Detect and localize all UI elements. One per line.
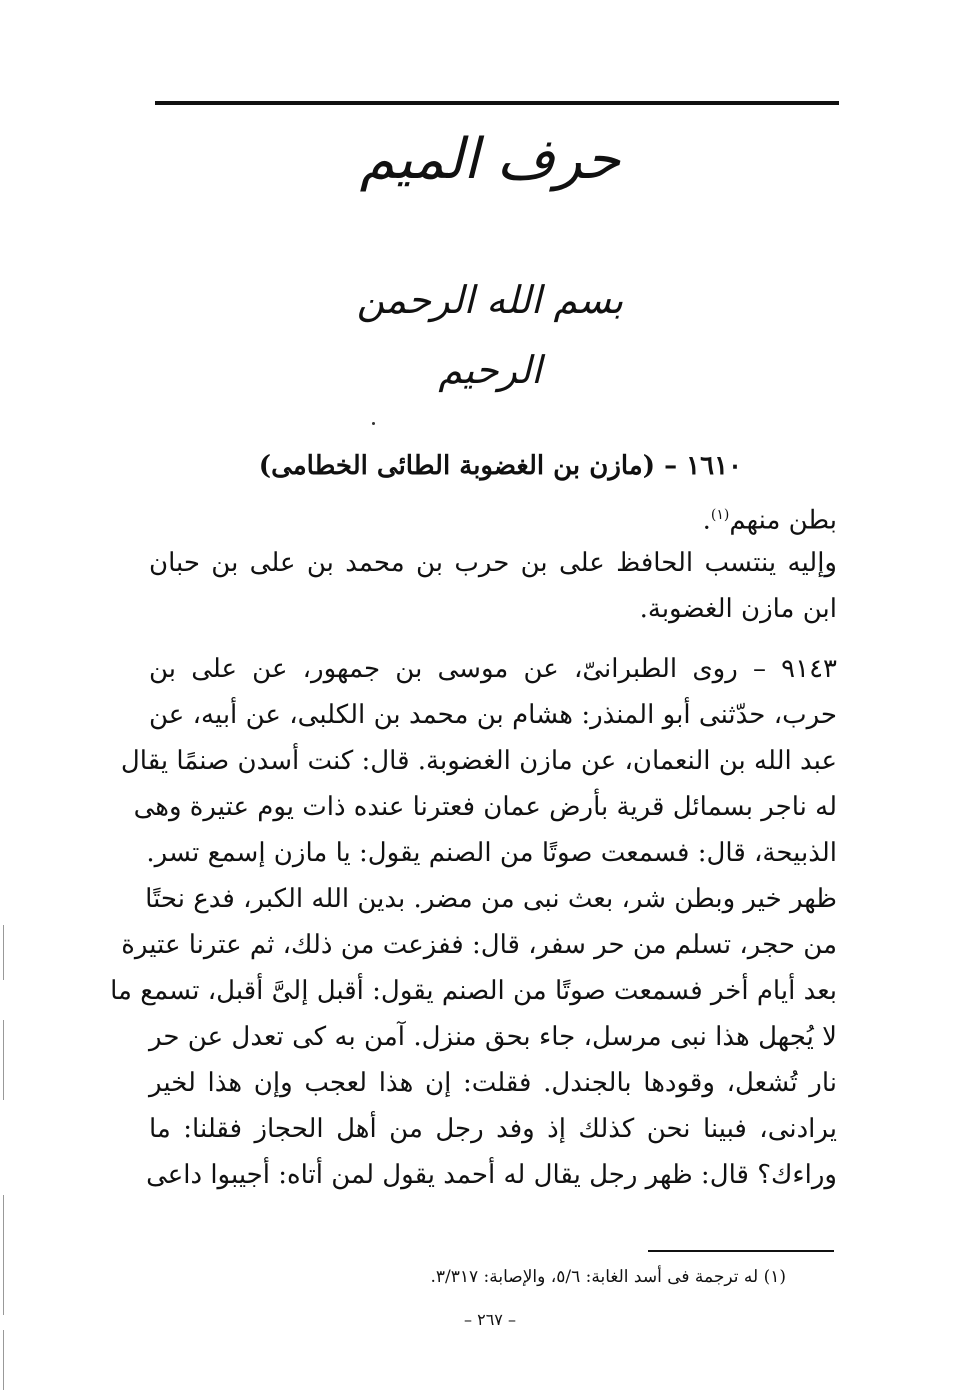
ink-speck <box>372 422 375 425</box>
narration-line: لا يُجهل هذا نبى مرسل، جاء بحق منزل. آمن به كى تعدل عن حر <box>149 1022 837 1052</box>
narration-line: نار تُشعل، وقودها بالجندل. فقلت: إن هذا لعجب وإن هذا لخير <box>149 1068 837 1098</box>
narration-line: يرادنى، فبينا نحن كذلك إذ وفد رجل من أهل الحجاز فقلنا: ما <box>149 1114 837 1144</box>
scan-artifact <box>3 1330 4 1390</box>
entry-line: ابن مازن الغضوبة. <box>639 594 837 624</box>
narration-line: حرب، حدّثنى أبو المنذر: هشام بن محمد بن الكلبى، عن أبيه، عن <box>149 700 837 730</box>
narration-line: من حجر، تسلم من حر سفر، قال: ففزعت من ذلك، ثم عترنا عتيرة <box>121 930 837 960</box>
footnote-rule <box>648 1250 834 1252</box>
basmala: بسم الله الرحمن الرحيم <box>356 278 624 392</box>
page-number: – ٢٦٧ – <box>464 1310 516 1329</box>
entry-line: وإليه ينتسب الحافظ على بن حرب بن محمد بن على بن حبان <box>149 548 837 578</box>
narration-line: له ناجر بسمائل قرية بأرض عمان فعترنا عنده ذات يوم عتيرة وهى <box>133 792 837 822</box>
narration-line: وراءك؟ قال: ظهر رجل يقال له أحمد يقول لمن أتاه: أجيبوا داعى <box>146 1160 837 1190</box>
entry-clan-line: بطن منهم$^{(١)}$. <box>702 505 837 536</box>
entry-clan-text: بطن منهم <box>729 505 837 536</box>
scan-artifact <box>3 1195 4 1315</box>
entry-heading: ١٦١٠ – (مازن بن الغضوبة الطائى الخطامى) <box>258 451 742 481</box>
scan-artifact <box>3 1020 4 1100</box>
scan-artifact <box>3 925 4 980</box>
footnote-ref: (١) <box>710 507 730 523</box>
chapter-title: حرف الميم <box>359 127 621 192</box>
narration-line: ظهر خير وبطن شر، بعث نبى من مضر. بدين الله الكبر، فدع نحتًا <box>145 884 837 914</box>
narration-line: بعد أيام أخر فسمعت صوتًا من الصنم يقول: أقبل إلىَّ أقبل، تسمع ما <box>110 976 837 1006</box>
footnote: (١) له ترجمة فى أسد الغابة: ٥/٦، والإصابة: ٣/٣١٧. <box>430 1267 786 1287</box>
narration-line: ٩١٤٣ – روى الطبرانىّ، عن موسى بن جمهور، عن على بن <box>149 654 837 684</box>
narration-line: الذبيحة، قال: فسمعت صوتًا من الصنم يقول: يا مازن إسمع تسر. <box>146 838 837 868</box>
top-rule <box>155 101 839 105</box>
narration-line: عبد الله بن النعمان، عن مازن الغضوبة. قال: كنت أسدن صنمًا يقال <box>120 746 837 776</box>
